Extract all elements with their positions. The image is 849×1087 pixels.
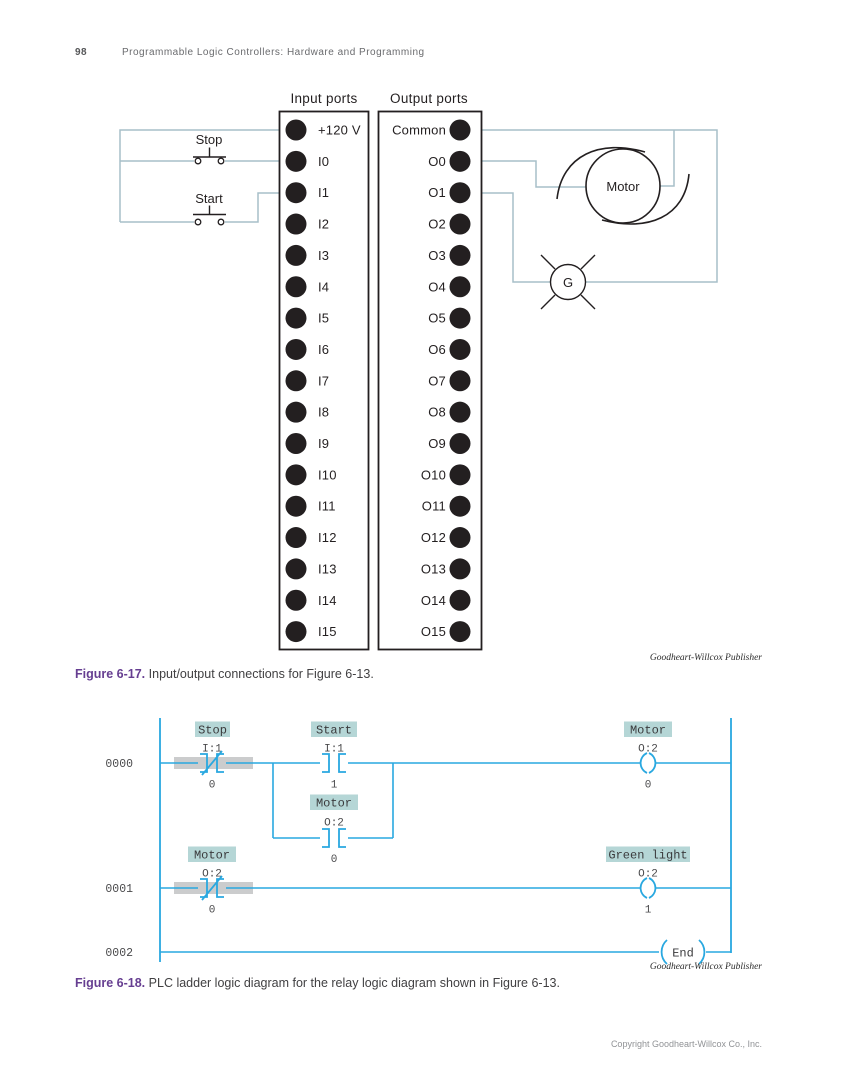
output-port-circle — [450, 464, 471, 485]
output-port-circle — [450, 370, 471, 391]
input-port-circle — [286, 496, 307, 517]
output-port-circle — [450, 276, 471, 297]
motor-coil-bit: 0 — [644, 779, 652, 792]
output-port-label: O9 — [428, 436, 446, 451]
caption-fig17 — [75, 667, 374, 681]
input-port-circle — [286, 276, 307, 297]
stop-pushbutton-symbol — [193, 132, 226, 164]
motor-nc-bit: 0 — [208, 904, 216, 917]
output-port-circle — [450, 339, 471, 360]
input-port-label: I13 — [318, 561, 337, 577]
output-port-circle — [450, 558, 471, 579]
input-ports-header: Input ports — [290, 91, 358, 106]
output-port-label: O13 — [420, 561, 446, 577]
input-port-label: I10 — [318, 467, 337, 483]
input-port-label: +120 V — [318, 122, 361, 138]
input-port-label: I3 — [318, 247, 330, 263]
start-contact-label: Start — [315, 723, 353, 738]
motor-coil-label: Motor — [629, 723, 667, 738]
output-port-label: O8 — [428, 404, 446, 420]
input-port-circle — [286, 590, 307, 611]
rung-number-0002: 0002 — [105, 947, 133, 960]
stop-contact-bit: 0 — [208, 779, 216, 792]
figure-6-18-ladder — [105, 718, 731, 964]
output-port-circle — [450, 120, 471, 141]
input-port-label: I4 — [318, 279, 330, 295]
input-port-circle — [286, 464, 307, 485]
end-label: End — [672, 946, 694, 961]
copyright-line: Copyright Goodheart-Willcox Co., Inc. — [610, 1039, 762, 1049]
green-coil-address: O:2 — [638, 868, 658, 881]
motor-seal-in-contact — [310, 795, 358, 867]
output-port-label: Common — [392, 122, 446, 138]
output-port-circle — [450, 182, 471, 203]
input-port-label: I14 — [318, 592, 337, 608]
output-port-circle — [450, 590, 471, 611]
rung-number-0001: 0001 — [105, 883, 133, 896]
output-port-circle — [450, 214, 471, 235]
publisher-credit-fig18: Goodheart-Willcox Publisher — [649, 962, 762, 972]
input-port-circle — [286, 402, 307, 423]
seal-contact-label: Motor — [315, 796, 353, 811]
input-port-label: I7 — [318, 373, 330, 389]
input-port-label: I2 — [318, 216, 330, 232]
stop-nc-contact — [195, 722, 230, 792]
green-light-coil — [606, 847, 690, 917]
output-port-circle — [450, 245, 471, 266]
output-port-circle — [450, 621, 471, 642]
running-title: Programmable Logic Controllers: Hardware and Programming — [122, 47, 425, 58]
output-port-circle — [450, 527, 471, 548]
input-port-label: I1 — [318, 185, 330, 201]
input-port-circle — [286, 339, 307, 360]
input-port-circle — [286, 214, 307, 235]
output-port-label: O0 — [428, 153, 446, 169]
start-switch-label: Start — [195, 191, 223, 206]
output-port-circle — [450, 496, 471, 517]
caption-fig18-label: Figure 6-18. — [75, 976, 146, 990]
rung-number-0000: 0000 — [105, 758, 133, 771]
output-port-circle — [450, 308, 471, 329]
page-number: 98 — [75, 47, 87, 58]
caption-fig17-label: Figure 6-17. — [75, 667, 146, 681]
output-port-label: O1 — [428, 185, 446, 201]
output-port-circle — [450, 402, 471, 423]
seal-contact-bit: 0 — [330, 854, 338, 866]
output-port-circle — [450, 151, 471, 172]
end-instruction — [662, 940, 705, 964]
input-port-label: I15 — [318, 624, 337, 640]
caption-fig18-text: PLC ladder logic diagram for the relay logic diagram shown in Figure 6-13. — [148, 976, 560, 990]
start-contact-bit: 1 — [330, 779, 338, 792]
motor-nc-address: O:2 — [202, 868, 222, 881]
stop-switch-label: Stop — [195, 132, 223, 147]
input-port-circle — [286, 433, 307, 454]
output-port-label: O7 — [428, 373, 446, 389]
input-port-circle — [286, 621, 307, 642]
motor-coil-address: O:2 — [638, 743, 658, 756]
output-port-label: O15 — [420, 624, 446, 640]
stop-contact-label: Stop — [198, 723, 227, 738]
caption-fig17-text: Input/output connections for Figure 6-13. — [148, 667, 374, 681]
green-coil-label: Green light — [608, 848, 688, 863]
start-pushbutton-symbol — [193, 191, 226, 225]
motor-nc-contact — [188, 847, 236, 917]
input-port-circle — [286, 308, 307, 329]
input-port-label: I8 — [318, 404, 330, 420]
input-port-circle — [286, 527, 307, 548]
green-coil-bit: 1 — [644, 904, 652, 917]
output-ports-header: Output ports — [390, 91, 468, 106]
input-port-label: I5 — [318, 310, 330, 326]
motor-label: Motor — [606, 179, 640, 194]
output-port-label: O10 — [420, 467, 446, 483]
start-contact-address: I:1 — [324, 743, 344, 756]
output-port-circle — [450, 433, 471, 454]
input-port-label: I9 — [318, 436, 330, 451]
start-no-contact — [311, 722, 357, 792]
input-port-circle — [286, 245, 307, 266]
output-port-label: O3 — [428, 247, 446, 263]
output-port-label: O14 — [420, 592, 446, 608]
input-port-label: I12 — [318, 530, 337, 546]
publisher-credit-fig17: Goodheart-Willcox Publisher — [649, 653, 762, 663]
input-port-circle — [286, 120, 307, 141]
lamp-label: G — [562, 275, 574, 290]
input-port-circle — [286, 182, 307, 203]
seal-contact-address: O:2 — [324, 817, 344, 830]
output-port-label: O6 — [428, 341, 446, 357]
input-port-circle — [286, 370, 307, 391]
motor-output-coil — [624, 722, 672, 792]
stop-contact-address: I:1 — [202, 743, 222, 756]
output-port-label: O11 — [421, 498, 446, 514]
input-port-circle — [286, 151, 307, 172]
input-port-label: I0 — [318, 153, 330, 169]
input-port-label: I11 — [318, 498, 336, 514]
motor-nc-label: Motor — [193, 848, 231, 863]
output-port-label: O4 — [428, 279, 446, 295]
input-port-circle — [286, 558, 307, 579]
output-port-label: O5 — [428, 310, 446, 326]
caption-fig18 — [75, 976, 560, 990]
output-port-label: O12 — [420, 530, 446, 546]
output-port-label: O2 — [428, 216, 446, 232]
input-port-label: I6 — [318, 341, 330, 357]
figure-6-17-diagram — [120, 91, 717, 650]
